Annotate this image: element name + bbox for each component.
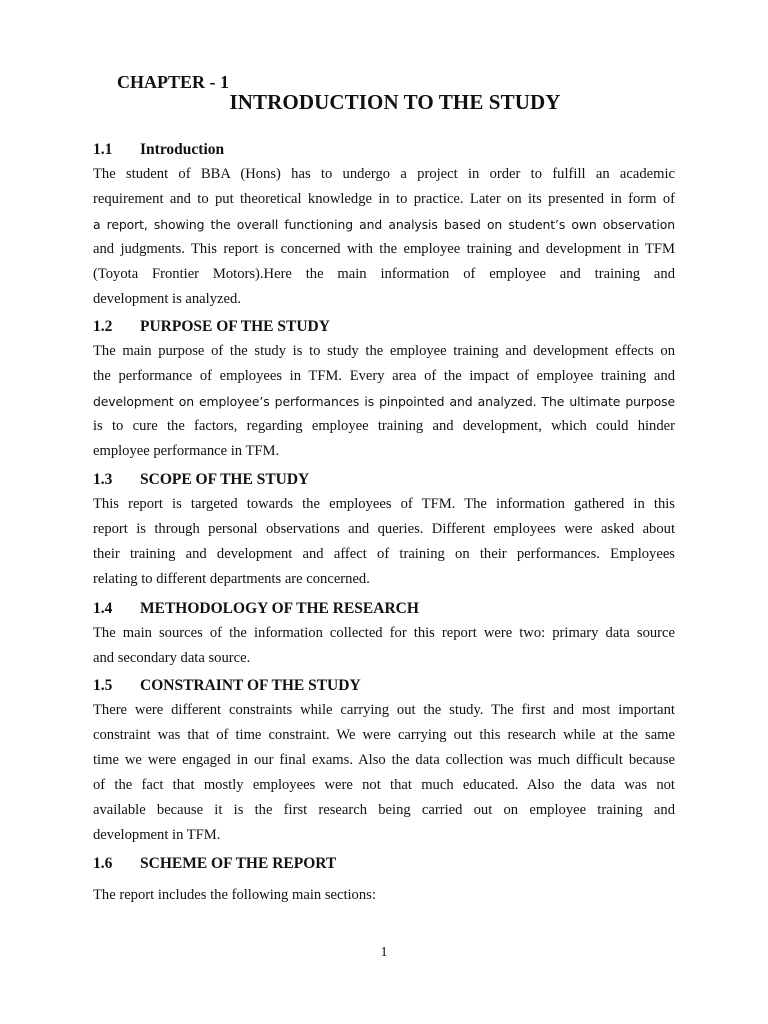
- paragraph-line: report is through personal observations and queries. Different employees were asked about: [93, 521, 675, 538]
- section-number: 1.5: [93, 677, 113, 694]
- section-number: 1.1: [93, 141, 113, 158]
- paragraph-line: development on employee’s performances is pinpointed and analyzed. The ultimate purpose: [93, 394, 675, 410]
- section-methodology: [93, 599, 675, 671]
- paragraph-line: constraint was that of time constraint. We were carrying out this research while at the same: [93, 727, 675, 744]
- section-heading: [93, 676, 675, 696]
- section-number: 1.3: [93, 471, 113, 488]
- page-number: 1: [380, 945, 388, 960]
- paragraph-line: their training and development and affect of training on their performances. Employees: [93, 546, 675, 563]
- section-purpose: [93, 317, 675, 464]
- paragraph-line: is to cure the factors, regarding employee training and development, which could hinder: [93, 418, 675, 435]
- paragraph-line: available because it is the first research being carried out on employee training and: [93, 802, 675, 819]
- section-paragraph: [93, 883, 675, 908]
- section-title: PURPOSE OF THE STUDY: [140, 318, 330, 335]
- section-title: METHODOLOGY OF THE RESEARCH: [140, 600, 419, 617]
- paragraph-line: The report includes the following main sections:: [93, 887, 376, 903]
- section-number: 1.4: [93, 600, 113, 617]
- section-heading: [93, 140, 675, 160]
- paragraph-line: (Toyota Frontier Motors).Here the main information of employee and training and: [93, 266, 675, 283]
- paragraph-line: and secondary data source.: [93, 650, 251, 667]
- paragraph-line: the performance of employees in TFM. Every area of the impact of employee training and: [93, 368, 675, 385]
- paragraph-line: The student of BBA (Hons) has to undergo a project in order to fulfill an academic: [93, 166, 675, 182]
- paragraph-line: a report, showing the overall functioning and analysis based on student’s own observation: [93, 217, 675, 233]
- paragraph-line: of the fact that mostly employees were not that much educated. Also the data was not: [93, 777, 675, 794]
- section-number: 1.6: [93, 855, 113, 872]
- section-introduction: [93, 140, 675, 313]
- section-paragraph: [93, 698, 675, 849]
- section-scope: [93, 470, 675, 592]
- section-heading: [93, 470, 675, 490]
- section-paragraph: [93, 339, 675, 464]
- paragraph-line: and judgments. This report is concerned with the employee training and development in TFM: [93, 241, 675, 258]
- section-title: CONSTRAINT OF THE STUDY: [140, 677, 361, 694]
- paragraph-line: employee performance in TFM.: [93, 443, 280, 460]
- section-paragraph: [93, 492, 675, 592]
- paragraph-line: This report is targeted towards the employees of TFM. The information gathered in this: [93, 496, 675, 512]
- section-heading: [93, 854, 675, 874]
- paragraph-line: time we were engaged in our final exams. Also the data collection was much difficult because: [93, 752, 675, 769]
- chapter-label: CHAPTER - 1: [117, 72, 229, 92]
- section-paragraph: [93, 621, 675, 671]
- paragraph-line: relating to different departments are concerned.: [93, 571, 370, 588]
- paragraph-line: There were different constraints while carrying out the study. The first and most important: [93, 702, 675, 718]
- paragraph-line: development is analyzed.: [93, 291, 241, 308]
- paragraph-line: The main purpose of the study is to study the employee training and development effects on: [93, 343, 675, 359]
- chapter-title: INTRODUCTION TO THE STUDY: [229, 90, 561, 114]
- section-scheme: [93, 854, 675, 908]
- section-heading: [93, 599, 675, 619]
- section-heading: [93, 317, 675, 337]
- paragraph-line: development in TFM.: [93, 827, 221, 844]
- paragraph-line: The main sources of the information collected for this report were two: primary data source: [93, 625, 675, 641]
- section-constraint: [93, 676, 675, 849]
- section-number: 1.2: [93, 318, 113, 335]
- section-title: SCOPE OF THE STUDY: [140, 471, 310, 488]
- section-paragraph: [93, 162, 675, 313]
- paragraph-line: requirement and to put theoretical knowledge in to practice. Later on its presented in form of: [93, 191, 675, 208]
- section-title: SCHEME OF THE REPORT: [140, 855, 337, 872]
- section-title: Introduction: [140, 141, 225, 158]
